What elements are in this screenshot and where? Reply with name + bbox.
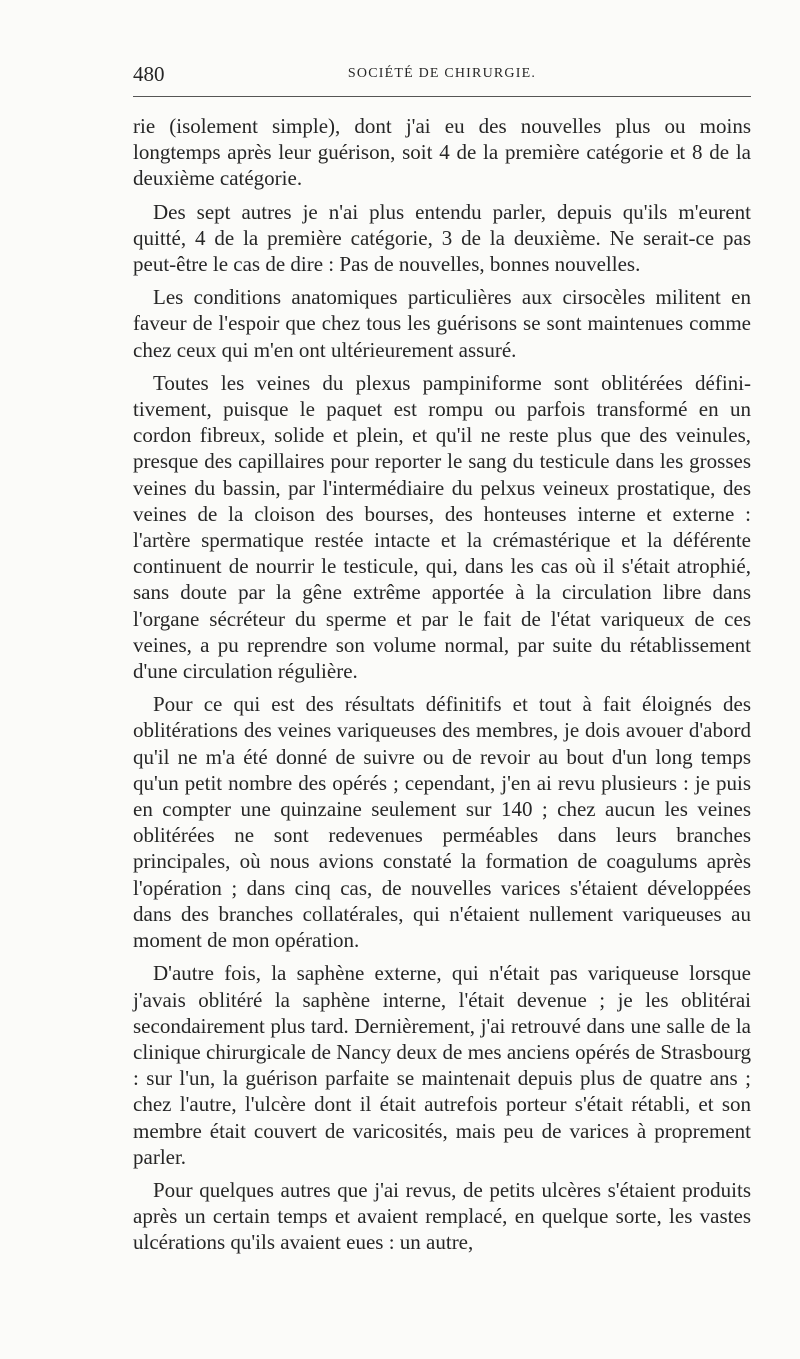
body-text xyxy=(133,113,751,1256)
paragraph-anatomical-conditions: Les conditions anatomiques particulières aux cirsocèles militent en faveur de l'espoir que chez tous les guérisons se sont maintenues comme chez ceux qui m'en ont ultérieurement assuré. xyxy=(133,285,751,362)
paragraph-pampiniform-plexus: Toutes les veines du plexus pampiniforme sont oblitérées définitivement, puisque le paquet est rompu ou parfois transformé en un cordon fibreux, solide et plein, et qu'il ne reste plus que des veinules, presque des capillaires pour reporter le sang du testicule dans les grosses veines du bassin, par l'intermédiaire du pelxus veineux prostatique, des veines de la cloison des bourses, des honteuses interne et externe : l'artère spermatique restée intacte et la crémastérique et la déférente continuent de nourrir le testicule, qui, dans les cas où il s'était atrophié, sans doute par la gêne extrême apportée à la circulation libre dans l'organe sécréteur du sperme et par le fait de l'état variqueux de ces veines, a pu reprendre son volume normal, par suite du rétablissement d'une circulation régulière. xyxy=(133,370,751,684)
page-number: 480 xyxy=(133,62,165,86)
paragraph-definitive-results: Pour ce qui est des résultats définitifs et tout à fait éloignés des oblitérations des veines variqueuses des membres, je dois avouer d'abord qu'il ne m'a été donné de suivre ou de revoir au bout d'un long temps qu'un petit nombre des opérés ; cependant, j'en ai revu plusieurs : je puis en compter une quinzaine seulement sur 140 ; chez aucun les veines oblitérées ne sont redevenues perméables dans leurs branches principales, où nous avions constaté la formation de coagulums après l'opération ; dans cinq cas, de nouvelles varices s'étaient développées dans des branches collatérales, qui n'étaient nullement variqueuses au moment de mon opération. xyxy=(133,692,751,953)
paragraph-continuation: rie (isolement simple), dont j'ai eu des nouvelles plus ou moins longtemps après leur guérison, soit 4 de la première catégorie et 8 de la deuxième catégorie. xyxy=(133,114,751,191)
paragraph-external-saphenous: D'autre fois, la saphène externe, qui n'était pas variqueuse lorsque j'avais oblitéré la saphène interne, l'était devenue ; je les oblitérai secondairement plus tard. Dernièrement, j'ai retrouvé dans une salle de la clinique chirurgicale de Nancy deux de mes anciens opérés de Strasbourg : sur l'un, la guérison parfaite se maintenait depuis plus de quatre ans ; chez l'autre, l'ulcère dont il était autrefois porteur s'était rétabli, et son membre était couvert de varicosités, mais peu de varices à proprement parler. xyxy=(133,961,751,1169)
paragraph-small-ulcers: Pour quelques autres que j'ai revus, de petits ulcères s'étaient produits après un certain temps et avaient remplacé, en quelque sorte, les vastes ulcérations qu'ils avaient eues : un autre, xyxy=(133,1177,751,1255)
page-header xyxy=(133,62,751,86)
paragraph-seven-others: Des sept autres je n'ai plus entendu parler, depuis qu'ils m'eurent quitté, 4 de la première catégorie, 3 de la deuxième. Ne serait-ce pas peut-être le cas de dire : Pas de nouvelles, bonnes nouvelles. xyxy=(133,199,751,277)
header-rule xyxy=(133,96,751,97)
running-title: SOCIÉTÉ DE CHIRURGIE. xyxy=(347,66,537,81)
